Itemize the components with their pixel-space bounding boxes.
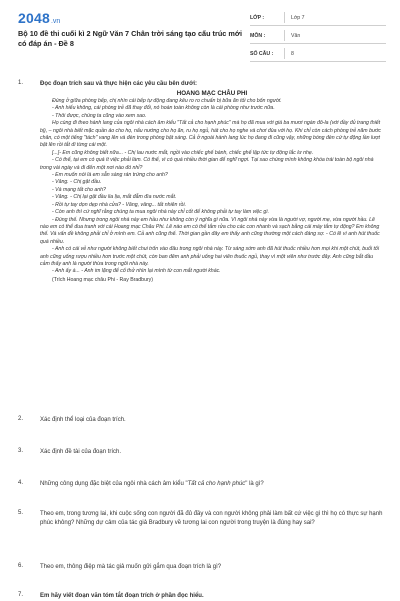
passage-paragraph: - Vâng. - Chị lại gật đầu lia lịa, mắt đẫm đìa nước mắt. — [52, 194, 177, 201]
question-3 — [18, 448, 384, 457]
question-list — [18, 80, 384, 284]
question-text: Em hãy viết đoạn văn tóm tắt đoạn trích ở phần đọc hiểu. — [40, 593, 204, 599]
meta-count-value: 8 — [291, 50, 294, 57]
question-1 — [18, 80, 384, 284]
passage-paragraph: - Đúng thế. Nhưng trong ngôi nhà này em hầu như không còn ý nghĩa gì nữa. Vì ngôi nhà này vừa là người vợ, người mẹ, vừa người hầu. Lẽ nào em có thể đua tranh với cái Hoang mạc Châu Phi. Lẽ nào em có thể tắm rửa cho các con nhanh và sạch bằng cái máy tắm tự động? Em không thể. Và vấn đề không phải chỉ ở mình em. Cả anh cũng thế. Thời gian gần đây em thấy anh cũng thường một cách đáng sợ. - Có lẽ vì anh hút thuốc quá nhiều. — [40, 216, 380, 245]
logo-text: 2048 — [18, 10, 50, 26]
meta-subject-value: Văn — [291, 32, 301, 39]
question-text: Theo em, thông điệp mà tác giả muốn gửi gắm qua đoạn trích là gì? — [40, 564, 222, 570]
passage-paragraph: - Anh có cái vẻ như người không biết chui trốn vào đâu trong ngôi nhà này. Từ sáng sớm anh đã hút thuốc nhiều hơn mọi khi một chút, buổi tối anh cũng uống rượu nhiều hơn trước một chút, còn ban đêm anh phải uống hai viên thuốc ngủ, thay vì một viên như trước đây. Anh cũng bắt đầu cảm thấy anh là người thừa trong ngôi nhà này. — [40, 246, 379, 267]
question-number: 5. — [18, 510, 24, 516]
passage-source: (Trích Hoang mạc châu Phi - Ray Bradbury) — [52, 276, 154, 283]
passage-paragraph: - Vâng. - Chị gật đầu. — [52, 179, 102, 186]
meta-class-label: LỚP : — [250, 14, 265, 21]
question-text: Xác định đề tài của đoạn trích. — [40, 449, 122, 455]
logo-domain: .vn — [50, 18, 61, 25]
passage-paragraph: - Và mạng tất cho anh? — [52, 186, 106, 193]
passage-paragraph: - Có thể, tại em có quá ít việc phải làm. Có thể, vì có quá nhiều thời gian để nghĩ ngợi. Tại sao chúng mình không khóa trái toàn bộ ngôi nhà trong vài ngày và đi đến một nơi nào đó nhỉ? — [40, 157, 374, 171]
question-text-part: Những công dụng đặc biệt của ngôi nhà cách âm kiểu " — [40, 481, 188, 487]
question-number: 3. — [18, 448, 24, 454]
question-number: 6. — [18, 563, 24, 569]
passage-paragraph: - Rồi tự tay dọn dẹp nhà cửa? - Vâng, vâng... tất nhiên rồi. — [52, 201, 187, 208]
passage-paragraph: - Anh ấy à... - Anh im lặng để cố thử nhìn lại mình từ con mắt người khác. — [52, 268, 221, 275]
question-prompt: Đọc đoạn trích sau và thực hiện các yêu cầu bên dưới: — [40, 81, 197, 87]
meta-class-value: Lớp 7 — [291, 14, 305, 21]
question-text-part: " là gì? — [245, 481, 264, 487]
question-number: 2. — [18, 416, 24, 422]
meta-subject — [250, 28, 386, 44]
header — [0, 0, 400, 64]
meta-divider — [284, 48, 285, 59]
passage-paragraph: Họ cùng đi theo hành lang của ngôi nhà cách âm kiểu "Tất cả cho hạnh phúc" mà họ đã mua với giá ba mươi ngàn đô-la (với đầy đủ trang thiết bị), – ngôi nhà biết mặc quần áo cho họ, nấu nướng cho họ ăn, ru họ ngủ, hát cho họ nghe và chơi đùa với họ. Khi chỉ còn cách phòng trẻ năm bước chân, có một tiếng "tách" vang lên và đèn trong phòng bật sáng. Cả ở ngoài hành lang lúc họ đang đi cũng vậy, những bóng đèn cứ tự động lần lượt bật lên rồi tắt đi từng cái một. — [40, 120, 381, 149]
question-number: 4. — [18, 480, 24, 486]
question-5 — [18, 510, 384, 528]
meta-class — [250, 10, 386, 26]
question-6 — [18, 563, 384, 572]
passage-title: HOANG MẠC CHÂU PHI — [176, 90, 248, 97]
question-4 — [18, 480, 384, 489]
passage-paragraph: - Còn anh thì cứ nghĩ rằng chúng ta mua ngôi nhà này chỉ cốt để không phải tự tay làm việc gì. — [52, 209, 270, 216]
passage-paragraph: - Em muốn nói là em sẵn sàng rán trứng cho anh? — [52, 172, 168, 179]
passage-paragraph: - Anh hiểu không, cái phòng trẻ đã thay đổi, nó hoàn toàn không còn là cái phòng như trước nữa. — [52, 105, 275, 112]
question-text: Xác định thể loại của đoạn trích. — [40, 417, 126, 423]
document-title: Bộ 10 đề thi cuối kì 2 Ngữ Văn 7 Chân trời sáng tạo cấu trúc mới có đáp án - Đề 8 — [18, 29, 243, 48]
question-number: 7. — [18, 592, 24, 598]
passage-paragraph: - Thôi được, chúng ta cũng vào xem sao. — [52, 112, 147, 119]
passage-paragraph: [...]- Em cũng không biết nữa... - Chị lau nước mắt, ngồi vào chiếc ghế bành, chiếc ghế lập tức tự động lắc lư nhẹ. — [52, 149, 314, 156]
passage-paragraph: Đúng ở giữa phòng bếp, chị nhìn cái bếp tự động đang kêu ro ro chuẩn bị bữa ăn tối cho bốn người. — [52, 98, 282, 104]
meta-divider — [284, 12, 285, 23]
meta-divider — [284, 30, 285, 41]
brand-logo[interactable] — [18, 10, 158, 26]
question-text — [40, 480, 384, 489]
question-2 — [18, 416, 384, 425]
meta-subject-label: MÔN : — [250, 32, 266, 39]
question-text: Theo em, trong tương lai, khi cuộc sống con người đã đủ đầy và con người không phải làm bất cứ việc gì thì họ có thực sự hạnh phúc không? Những dự cảm của tác giả Bradbury về tương lai con người trong truyện là đúng hay sai? — [40, 511, 383, 526]
meta-count — [250, 46, 386, 62]
reading-passage — [40, 98, 384, 284]
question-quote: Tất cả cho hạnh phúc — [187, 481, 246, 487]
document-meta — [250, 10, 386, 64]
question-number: 1. — [18, 80, 24, 86]
meta-count-label: SỐ CÂU : — [250, 50, 274, 57]
